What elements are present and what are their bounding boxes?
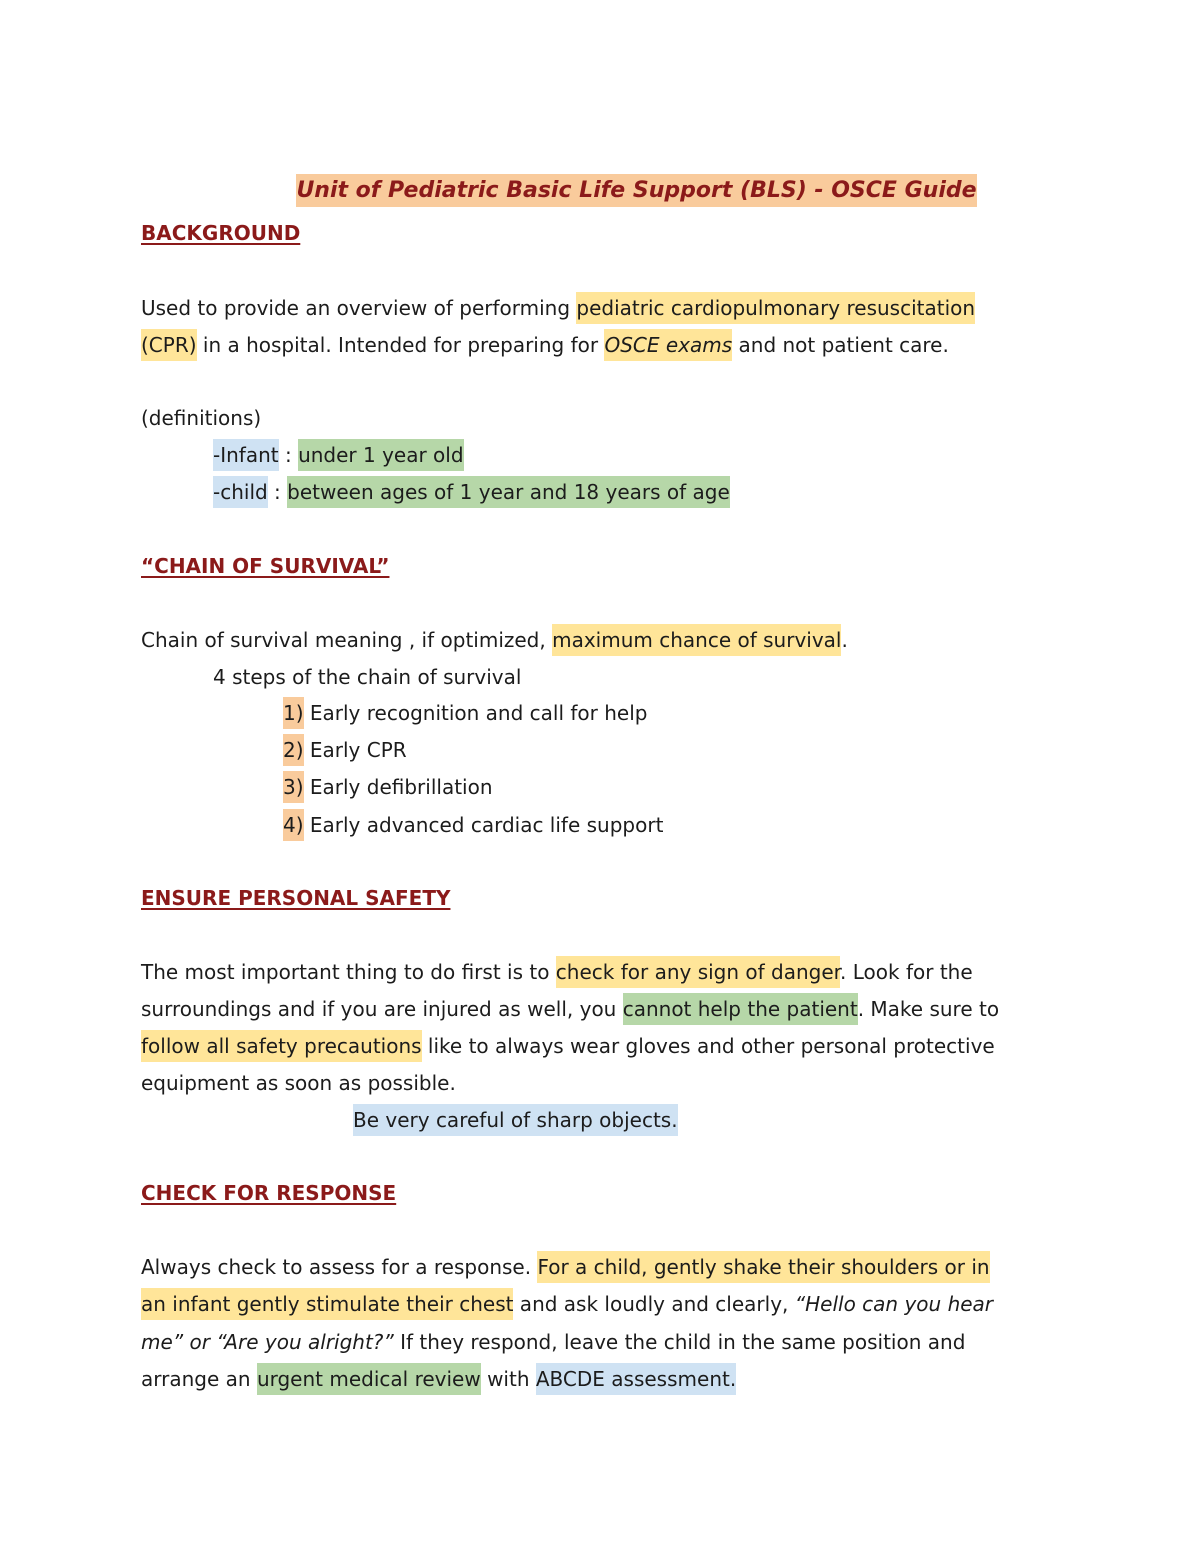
safety-line-2 [141,993,999,1025]
step-number: 2) [283,734,304,766]
text-span: and ask loudly and clearly, [513,1292,795,1316]
document-title [271,142,977,203]
highlight-osce-exams: OSCE exams [604,329,732,361]
section-heading-chain-of-survival: “CHAIN OF SURVIVAL” [141,554,390,578]
step-number: 4) [283,809,304,841]
background-line-1 [141,292,975,324]
section-heading-check-response: CHECK FOR RESPONSE [141,1181,397,1205]
response-line-3 [141,1326,965,1358]
chain-steps-label: 4 steps of the chain of survival [213,665,522,689]
text-span: : [278,443,299,467]
definition-child [213,476,730,508]
response-line-2 [141,1288,993,1320]
text-span: . Look for the [840,960,973,984]
safety-line-4: equipment as soon as possible. [141,1071,456,1095]
text-span: in a hospital. Intended for preparing for [196,333,605,357]
highlight-precautions: follow all safety precautions [141,1030,422,1062]
text-span: with [480,1367,536,1391]
text-span: The most important thing to do first is to [141,960,556,984]
text-span: Always check to assess for a response. [141,1255,538,1279]
section-heading-background: BACKGROUND [141,221,301,245]
highlight-cpr-abbrev: (CPR) [141,329,197,361]
highlight-cannot-help: cannot help the patient [623,993,858,1025]
step-text: Early defibrillation [303,775,493,799]
highlight-cpr-term: pediatric cardiopulmonary resuscitation [576,292,975,324]
quote-text: me” or “Are you alright?” [141,1330,394,1354]
response-line-4 [141,1363,736,1395]
chain-intro [141,624,848,656]
title-text: Unit of Pediatric Basic Life Support (BLS) - OSCE Guide [296,174,976,207]
background-line-2 [141,329,949,361]
list-item [283,734,407,766]
step-text: Early advanced cardiac life support [303,813,664,837]
list-item [283,771,493,803]
definition-infant [213,439,464,471]
text-span: like to always wear gloves and other personal protective [421,1034,995,1058]
infant-label: -Infant [213,439,279,471]
safety-note [353,1104,678,1136]
highlight-sharp-objects: Be very careful of sharp objects. [353,1104,678,1136]
step-text: Early CPR [303,738,407,762]
highlight-danger: check for any sign of danger [556,956,840,988]
safety-line-3 [141,1030,995,1062]
text-span: Used to provide an overview of performing [141,296,577,320]
safety-line-1 [141,956,973,988]
highlight-urgent-review: urgent medical review [257,1363,481,1395]
child-label: -child [213,476,268,508]
text-span: surroundings and if you are injured as well, you [141,997,623,1021]
highlight-stimulate-chest: an infant gently stimulate their chest [141,1288,513,1320]
text-span: arrange an [141,1367,257,1391]
step-number: 3) [283,771,304,803]
highlight-shake-shoulders: For a child, gently shake their shoulders or in [537,1251,989,1283]
infant-value: under 1 year old [298,439,463,471]
step-number: 1) [283,697,304,729]
text-span: If they respond, leave the child in the same position and [393,1330,966,1354]
response-line-1 [141,1251,990,1283]
list-item [283,809,663,841]
text-span: Chain of survival meaning , if optimized, [141,628,553,652]
text-span: . Make sure to [857,997,1000,1021]
text-span: : [267,480,288,504]
section-heading-personal-safety: ENSURE PERSONAL SAFETY [141,886,451,910]
text-span: and not patient care. [732,333,949,357]
definitions-label: (definitions) [141,406,262,430]
step-text: Early recognition and call for help [303,701,648,725]
text-span: . [841,628,848,652]
highlight-max-survival: maximum chance of survival [552,624,841,656]
list-item [283,697,647,729]
highlight-abcde: ABCDE assessment. [536,1363,736,1395]
child-value: between ages of 1 year and 18 years of age [287,476,730,508]
quote-text: “Hello can you hear [794,1292,994,1316]
